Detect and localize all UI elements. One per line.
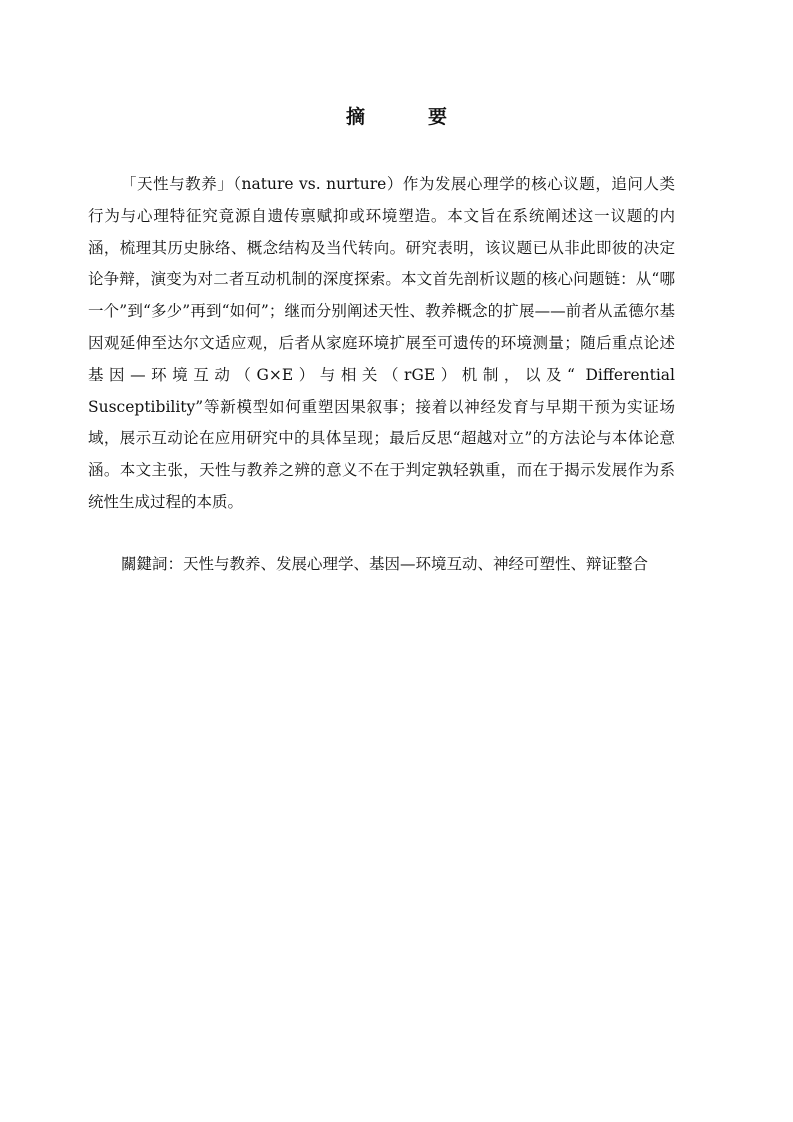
abstract-body: 「天性与教养」（nature vs. nurture）作为发展心理学的核心议题，追问人类行为与心理特征究竟源自遗传禀赋抑或环境塑造。本文旨在系统阐述这一议题的内涵，梳理其历史脉络、概念结构及当代转向。研究表明，该议题已从非此即彼的决定论争辩，演变为对二者互动机制的深度探索。本文首先剖析议题的核心问题链：从“哪一个”到“多少”再到“如何”；继而分别阐述天性、教养概念的扩展——前者从孟德尔基因观延伸至达尔文适应观，后者从家庭环境扩展至可遗传的环境测量；随后重点论述基因—环境互动（G×E）与相关（rGE）机制，以及“ Differential Susceptibility”等新模型如何重塑因果叙事；接着以神经发育与早期干预为实证场域，展示互动论在应用研究中的具体呈现；最后反思“超越对立”的方法论与本体论意涵。本文主张，天性与教养之辨的意义不在于判定孰轻孰重，而在于揭示发展作为系统性生成过程的本质。 — [88, 175, 675, 511]
abstract-title: 摘 要 — [345, 106, 469, 128]
keywords-line: 關鍵詞：天性与教养、发展心理学、基因—环境互动、神经可塑性、辩证整合 — [121, 555, 649, 573]
